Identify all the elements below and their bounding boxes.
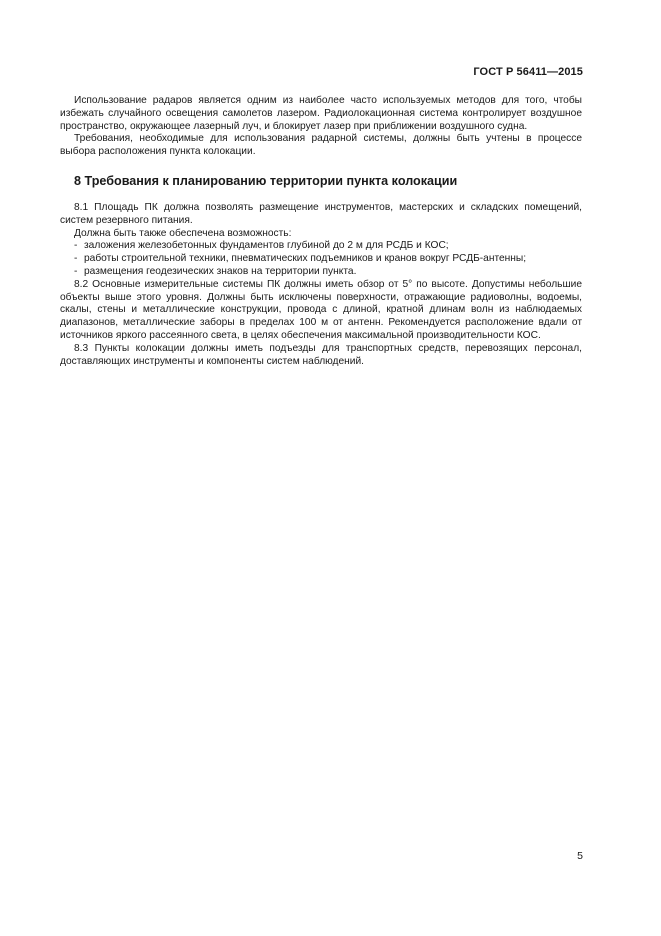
document-body bbox=[60, 95, 582, 368]
requirements-list bbox=[60, 240, 582, 278]
list-item: - заложения железобетонных фундаментов глубиной до 2 м для РСДБ и КОС; bbox=[74, 240, 449, 252]
document-code-header: ГОСТ Р 56411—2015 bbox=[473, 66, 583, 78]
clause-8-1-intro: Должна быть также обеспечена возможность: bbox=[74, 227, 292, 239]
paragraph-radar-usage: Использование радаров является одним из наиболее часто используемых методов для того, чтобы избежать случайного освещения самолетов лазером. Радиолокационная система контролирует воздушное пространство, окружающее лазерный луч, и блокирует лазер при приближении воздушного судна. bbox=[60, 95, 582, 132]
paragraph-radar-requirements: Требования, необходимые для использования радарной системы, должны быть учтены в процессе выбора расположения пункта колокации. bbox=[60, 133, 582, 158]
clause-8-2: 8.2 Основные измерительные системы ПК должны иметь обзор от 5° по высоте. Допустимы небольшие объекты выше этого уровня. Должны быть исключены поверхности, отражающие радиоволны, водоемы, скалы, стены и металлические конструкции, провода с длиной, кратной длинам волн из наблюдаемых диапазонов, металлические заборы в пределах 100 м от антенн. Рекомендуется расположение вдали от источников яркого рассеянного света, в целях обеспечения максимальной производительности КОС. bbox=[60, 278, 582, 341]
clause-8-1: 8.1 Площадь ПК должна позволять размещение инструментов, мастерских и складских помещений, систем резервного питания. bbox=[60, 201, 582, 226]
list-item: - работы строительной техники, пневматических подъемников и кранов вокруг РСДБ-антенны; bbox=[74, 253, 527, 265]
section-heading-8: 8 Требования к планированию территории пункта колокации bbox=[74, 173, 458, 188]
list-item: - размещения геодезических знаков на территории пункта. bbox=[74, 265, 357, 277]
page-number: 5 bbox=[577, 850, 583, 862]
clause-8-3: 8.3 Пункты колокации должны иметь подъезды для транспортных средств, перевозящих персонал, доставляющих инструменты и компоненты систем наблюдений. bbox=[60, 342, 582, 367]
